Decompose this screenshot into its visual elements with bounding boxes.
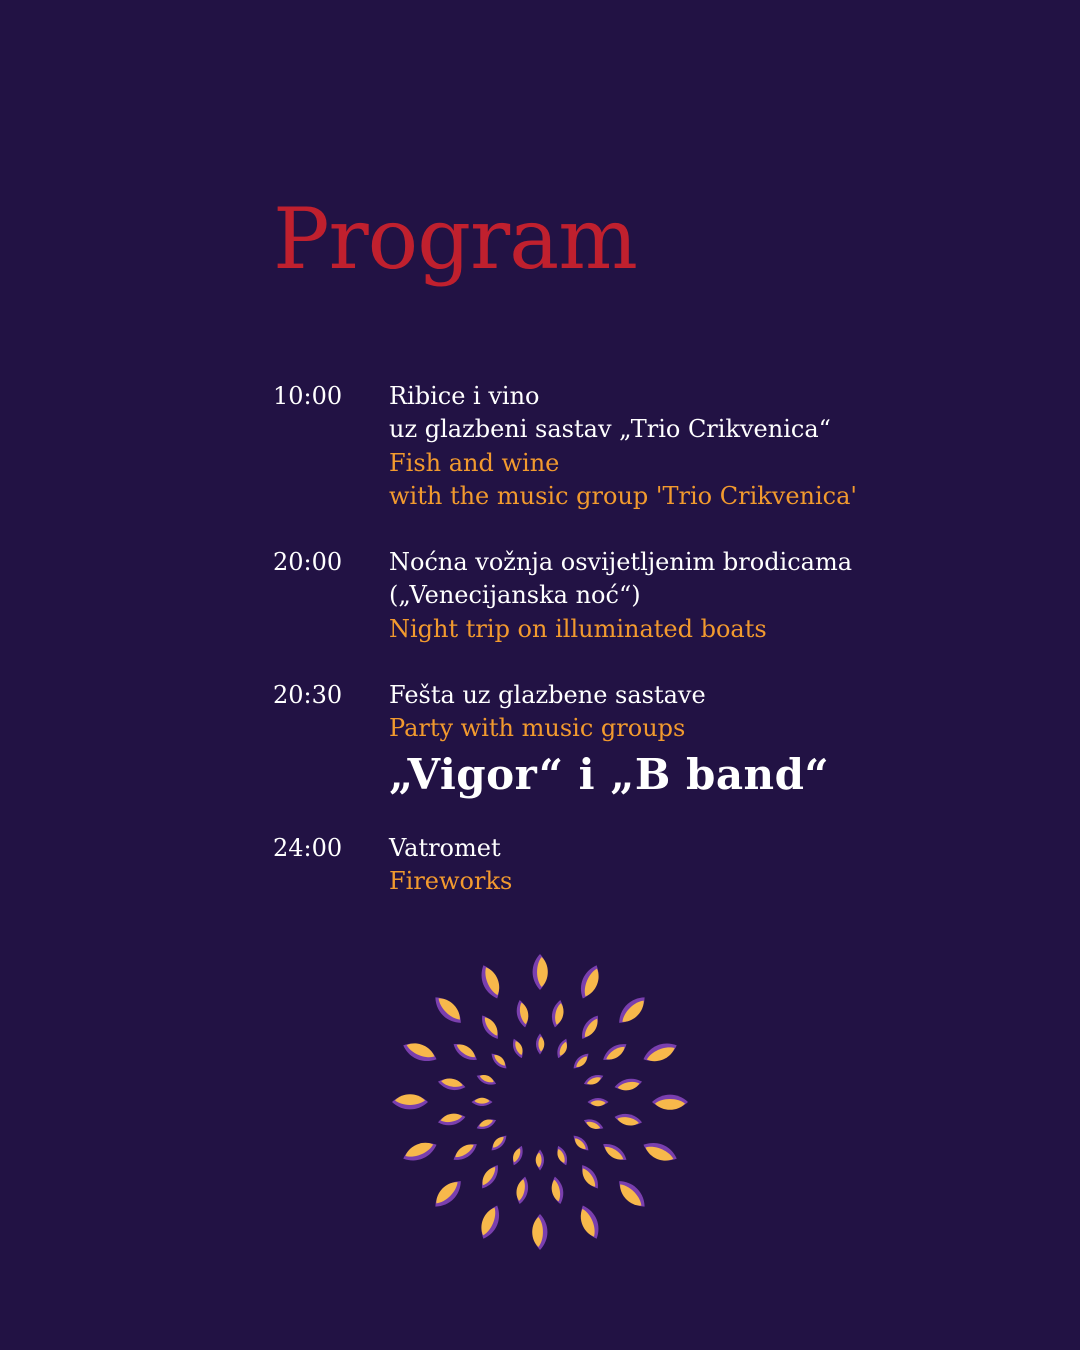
firework-petal xyxy=(400,1138,439,1166)
firework-petal xyxy=(400,1038,439,1066)
firework-petal xyxy=(600,1040,629,1065)
firework-petal xyxy=(476,1202,504,1241)
event-subtitle-en: with the music group 'Trio Crikvenica' xyxy=(389,481,858,510)
firework-petal xyxy=(640,1138,679,1166)
firework-petal xyxy=(392,1094,428,1109)
firework-petal xyxy=(437,1111,467,1127)
firework-petal xyxy=(532,1214,547,1250)
firework-petal xyxy=(430,1176,466,1212)
firework-petal xyxy=(510,1144,526,1167)
firework-petal xyxy=(588,1098,609,1106)
event-title-en: Party with music groups xyxy=(389,714,686,743)
event-subtitle-hr: uz glazbeni sastav „Trio Crikvenica“ xyxy=(389,415,831,444)
firework-petal xyxy=(554,1144,570,1167)
event-time: 20:30 xyxy=(273,681,343,710)
event-title-en: Fireworks xyxy=(389,866,513,895)
firework-petal xyxy=(437,1076,467,1092)
firework-petal xyxy=(489,1051,510,1072)
firework-petal xyxy=(576,962,604,1001)
event-title-en: Fish and wine xyxy=(389,448,560,477)
firework-petal xyxy=(571,1133,592,1154)
event-time: 24:00 xyxy=(273,833,343,862)
firework-petal xyxy=(578,1013,603,1042)
event-title-en: Night trip on illuminated boats xyxy=(389,614,767,643)
firework-petal xyxy=(613,1112,643,1128)
firework-petal xyxy=(514,999,530,1029)
event-title-hr: Vatromet xyxy=(389,833,501,862)
firework-petal xyxy=(582,1116,605,1132)
firework-petal xyxy=(450,1139,479,1164)
event-time: 10:00 xyxy=(273,382,343,410)
firework-petal xyxy=(478,1012,503,1041)
firework-petal xyxy=(489,1133,510,1154)
firework-petal xyxy=(550,999,566,1029)
firework-petal xyxy=(652,1095,688,1110)
band-names: „Vigor“ i „B band“ xyxy=(389,749,830,799)
event-title-hr: Ribice i vino xyxy=(389,382,540,410)
firework-petal xyxy=(549,1176,565,1206)
firework-petal xyxy=(576,1203,604,1242)
firework-petal xyxy=(536,1034,544,1055)
firework-petal xyxy=(451,1039,480,1064)
firework-petal xyxy=(533,954,548,990)
page-title: Program xyxy=(273,190,637,288)
firework-petal xyxy=(577,1162,602,1191)
event-title-hr: Noćna vožnja osvijetljenim brodicama xyxy=(389,548,853,577)
firework-petal xyxy=(430,992,466,1028)
firework-petal xyxy=(554,1037,570,1060)
firework-petal xyxy=(571,1051,592,1072)
firework-petal xyxy=(477,962,505,1001)
event-time: 20:00 xyxy=(273,548,343,577)
firework-petal xyxy=(472,1098,493,1106)
firework-petal xyxy=(475,1116,498,1132)
event-title-hr: Fešta uz glazbene sastave xyxy=(389,681,706,710)
firework-petal xyxy=(475,1072,498,1088)
event-subtitle-hr: („Venecijanska noć“) xyxy=(389,581,641,610)
firework-petal xyxy=(614,992,650,1028)
firework-petal xyxy=(477,1162,502,1191)
firework-petal xyxy=(514,1175,530,1205)
firework-petal xyxy=(510,1037,526,1060)
firework-petal xyxy=(582,1072,605,1088)
firework-petal xyxy=(641,1039,680,1067)
firework-petal xyxy=(536,1150,544,1171)
firework-petal xyxy=(600,1140,629,1165)
firework-petal xyxy=(614,1176,650,1212)
firework-petal xyxy=(614,1076,644,1092)
